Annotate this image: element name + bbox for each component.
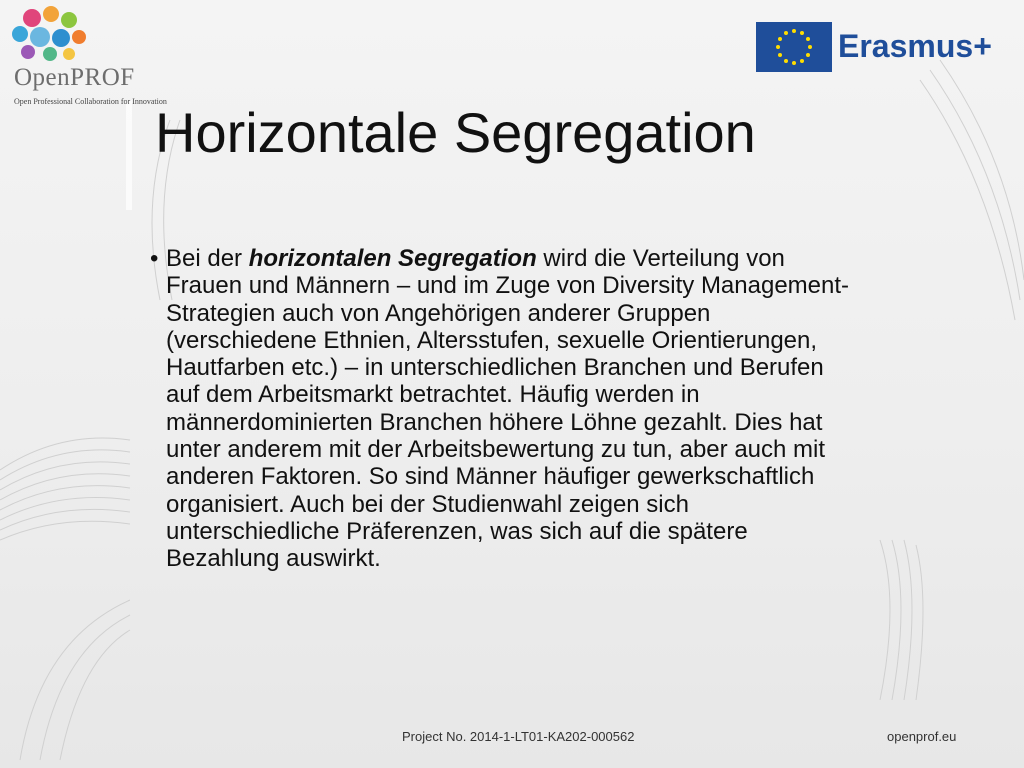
erasmus-plus-wordmark: Erasmus+ <box>838 28 992 64</box>
bullet-dot-icon: • <box>150 245 159 272</box>
openprof-bubbles-icon <box>6 4 96 62</box>
eu-flag-icon <box>756 22 832 72</box>
slide-title: Horizontale Segregation <box>155 101 756 164</box>
openprof-wordmark: OpenPROF <box>14 64 135 91</box>
bullet-text-intro: Bei der <box>166 245 249 272</box>
bullet-text-emphasis: horizontalen Segregation <box>248 245 537 272</box>
bullet-item <box>150 245 860 573</box>
footer-url: openprof.eu <box>887 729 957 744</box>
openprof-logo <box>6 4 166 104</box>
footer-project-number: Project No. 2014-1-LT01-KA202-000562 <box>402 729 635 744</box>
bullet-list <box>150 245 860 573</box>
openprof-tagline: Open Professional Collaboration for Innovation <box>14 97 167 106</box>
bullet-text-rest: wird die Verteilung von Frauen und Männern – und im Zuge von Diversity Management-Strategien auch von Angehörigen anderer Gruppen (verschiedene Ethnien, Altersstufen, sexuelle Orientierungen, Hautfarben etc.) – in unterschiedlichen Branchen und Berufen auf dem Arbeitsmarkt betrachtet. Häufig werden in männerdominierten Branchen höhere Löhne gezahlt. Dies hat unter anderem mit der Arbeitsbewertung zu tun, aber auch mit anderen Faktoren. So sind Männer häufiger gewerkschaftlich organisiert. Auch bei der Studienwahl zeigen sich unterschiedliche Präferenzen, was sich auf die spätere Bezahlung auswirkt. <box>166 245 850 573</box>
erasmus-plus-logo <box>756 22 1006 74</box>
